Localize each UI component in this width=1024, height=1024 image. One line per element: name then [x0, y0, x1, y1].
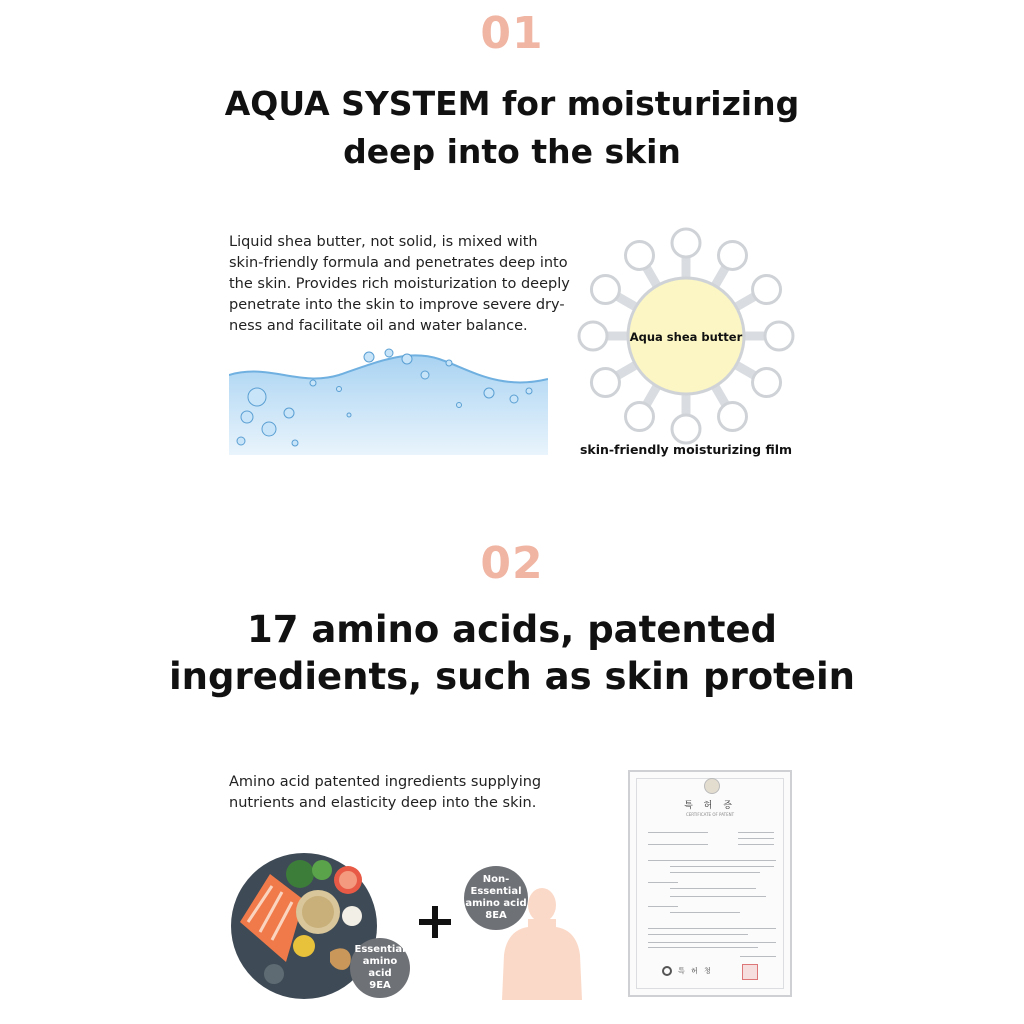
film-arm-bulb — [672, 229, 700, 257]
cert-text-line — [648, 928, 776, 929]
cert-text-line — [738, 844, 774, 845]
film-arm-bulb — [753, 276, 781, 304]
diagram-center-label: Aqua shea butter — [629, 330, 743, 344]
section-number-02: 02 — [480, 538, 544, 589]
section-number-01: 01 — [480, 8, 544, 59]
film-arm-stem — [617, 364, 638, 376]
cert-text-line — [670, 872, 760, 873]
section1-desc-line-4: penetrate into the skin to improve severe dry- — [229, 297, 565, 313]
film-arm-bulb — [626, 403, 654, 431]
nonessential-badge-line-2: Essential — [470, 886, 522, 897]
cert-text-line — [670, 866, 774, 867]
plus-icon — [417, 904, 453, 940]
film-arm-bulb — [579, 322, 607, 350]
cert-text-line — [670, 896, 766, 897]
film-arm-bulb — [753, 369, 781, 397]
section1-title-line-2: deep into the skin — [343, 132, 681, 171]
moisturizing-film-diagram — [575, 225, 797, 447]
patent-certificate-image — [628, 770, 792, 997]
film-arm-bulb — [719, 241, 747, 269]
cert-text-line — [648, 882, 678, 883]
film-arm-stem — [734, 364, 755, 376]
cert-text-line — [648, 832, 708, 833]
cert-text-line — [740, 956, 776, 957]
section1-description — [229, 232, 570, 337]
cert-text-line — [648, 860, 776, 861]
certificate-title: 특 허 증 — [684, 801, 736, 811]
film-arm-bulb — [626, 241, 654, 269]
nonessential-badge-line-3: amino acid — [465, 898, 527, 909]
section2-title — [0, 606, 1024, 700]
film-arm-stem — [714, 267, 726, 288]
cert-text-line — [670, 912, 740, 913]
film-arm-stem — [646, 267, 658, 288]
film-arm-bulb — [591, 276, 619, 304]
section2-title-line-2: ingredients, such as skin protein — [169, 655, 855, 698]
cert-text-line — [648, 844, 708, 845]
diagram-caption: skin-friendly moisturizing film — [579, 442, 793, 457]
nonessential-amino-acid-badge — [464, 866, 528, 930]
nonessential-badge-line-4: 8EA — [485, 910, 507, 921]
essential-badge-line-2: amino acid — [362, 956, 398, 979]
certificate-emblem-icon — [704, 778, 720, 794]
cert-text-line — [738, 838, 774, 839]
section2-desc-line-2: nutrients and elasticity deep into the skin. — [229, 795, 537, 811]
film-arm-bulb — [672, 415, 700, 443]
essential-badge-line-1: Essential — [354, 944, 406, 955]
section1-title-line-1: AQUA SYSTEM for moisturizing — [224, 84, 800, 123]
film-arm-bulb — [765, 322, 793, 350]
certificate-subtitle: CERTIFICATE OF PATENT — [685, 812, 735, 817]
film-arm-stem — [617, 296, 638, 308]
water-wave-image — [229, 345, 548, 455]
section1-desc-line-1: Liquid shea butter, not solid, is mixed with — [229, 234, 538, 250]
film-arm-bulb — [719, 403, 747, 431]
film-arm-bulb — [591, 369, 619, 397]
section1-desc-line-2: skin-friendly formula and penetrates deep into — [229, 255, 568, 271]
cert-text-line — [648, 942, 776, 943]
film-arm-stem — [714, 384, 726, 405]
section1-desc-line-3: the skin. Provides rich moisturization to deeply — [229, 276, 570, 292]
section2-title-line-1: 17 amino acids, patented — [246, 608, 778, 651]
essential-badge-line-3: 9EA — [369, 980, 391, 991]
essential-amino-acid-badge — [350, 938, 410, 998]
cert-text-line — [670, 888, 756, 889]
certificate-issuer: 특 허 청 — [678, 967, 713, 975]
film-arm-stem — [734, 296, 755, 308]
section2-desc-line-1: Amino acid patented ingredients supplying — [229, 774, 542, 790]
cert-text-line — [648, 906, 678, 907]
certificate-logo-icon — [662, 966, 672, 976]
film-arm-stem — [646, 384, 658, 405]
nonessential-badge-line-1: Non- — [482, 874, 510, 885]
section1-desc-line-5: ness and facilitate oil and water balance. — [229, 318, 528, 334]
section2-description — [229, 772, 549, 814]
cert-text-line — [648, 934, 748, 935]
cert-text-line — [738, 832, 774, 833]
certificate-seal-icon — [742, 964, 758, 980]
section1-title — [0, 80, 1024, 176]
cert-text-line — [648, 947, 758, 948]
